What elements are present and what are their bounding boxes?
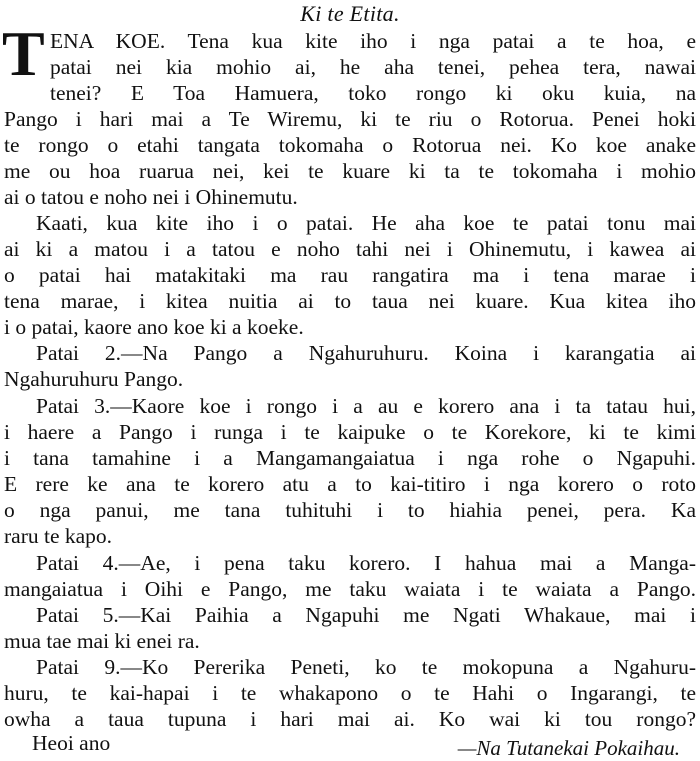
text-line: o nga panui, me tana tuhituhi i to hiahia penei, pera. Ka bbox=[4, 498, 696, 522]
signature: —Na Tutanekai Pokaihau. bbox=[457, 736, 680, 760]
text-line: Patai 2.—Na Pango a Ngahuruhuru. Koina i karangatia ai bbox=[36, 341, 696, 365]
text-line: i o patai, kaore ano koe ki a koeke. bbox=[4, 315, 304, 339]
text-line: i tana tamahine i a Mangamangaiatua i nga rohe o Ngapuhi. bbox=[4, 446, 696, 470]
text-line: Patai 4.—Ae, i pena taku korero. I hahua mai a Manga- bbox=[36, 551, 696, 575]
text-line: me ou hoa ruarua nei, kei te kuare ki ta te tokomaha i mohio bbox=[4, 159, 696, 183]
text-line: Patai 5.—Kai Paihia a Ngapuhi me Ngati Whakaue, mai i bbox=[36, 603, 696, 627]
text-line: Patai 9.—Ko Pererika Peneti, ko te mokopuna a Ngahuru- bbox=[36, 655, 696, 679]
text-line: te rongo o etahi tangata tokomaha o Rotorua nei. Ko koe anake bbox=[4, 133, 696, 157]
text-line: owha a taua tupuna i hari mai ai. Ko wai ki tou rongo? bbox=[4, 707, 696, 731]
text-line: huru, te kai-hapai i te whakapono o te Hahi o Ingarangi, te bbox=[4, 681, 696, 705]
text-line: tenei? E Toa Hamuera, toko rongo ki oku kuia, na bbox=[50, 81, 696, 105]
text-line: mua tae mai ki enei ra. bbox=[4, 629, 200, 653]
text-line: raru te kapo. bbox=[4, 524, 113, 548]
text-line: Pango i hari mai a Te Wiremu, ki te riu o Rotorua. Penei hoki bbox=[4, 107, 696, 131]
text-line: ai o tatou e noho nei i Ohinemutu. bbox=[4, 185, 298, 209]
text-line: patai nei kia mohio ai, he aha tenei, pehea tera, nawai bbox=[50, 55, 696, 79]
text-line: mangaiatua i Oihi e Pango, me taku waiata i te waiata a Pango. bbox=[4, 577, 696, 601]
text-line: Kaati, kua kite iho i o patai. He aha koe te patai tonu mai bbox=[36, 211, 696, 235]
text-line: Heoi ano bbox=[32, 731, 111, 755]
text-line: E rere ke ana te korero atu a to kai-titiro i nga korero o roto bbox=[4, 472, 696, 496]
text-line: o patai hai matakitaki ma rau rangatira ma i tena marae i bbox=[4, 263, 696, 287]
text-line: ai ki a matou i a tatou e noho tahi nei i Ohinemutu, i kawea ai bbox=[4, 237, 696, 261]
text-line: Ngahuruhuru Pango. bbox=[4, 367, 184, 391]
text-line: Patai 3.—Kaore koe i rongo i a au e korero ana i ta tatau hui, bbox=[36, 394, 696, 418]
text-line: i haere a Pango i runga i te kaipuke o te Korekore, ki te kimi bbox=[4, 420, 696, 444]
text-line: tena marae, i kitea nuitia ai to taua nei kuare. Kua kitea iho bbox=[4, 289, 696, 313]
drop-cap: T bbox=[2, 18, 45, 89]
letter-title: Ki te Etita. bbox=[300, 1, 400, 26]
text-line: ENA KOE. Tena kua kite iho i nga patai a te hoa, e bbox=[50, 29, 696, 53]
